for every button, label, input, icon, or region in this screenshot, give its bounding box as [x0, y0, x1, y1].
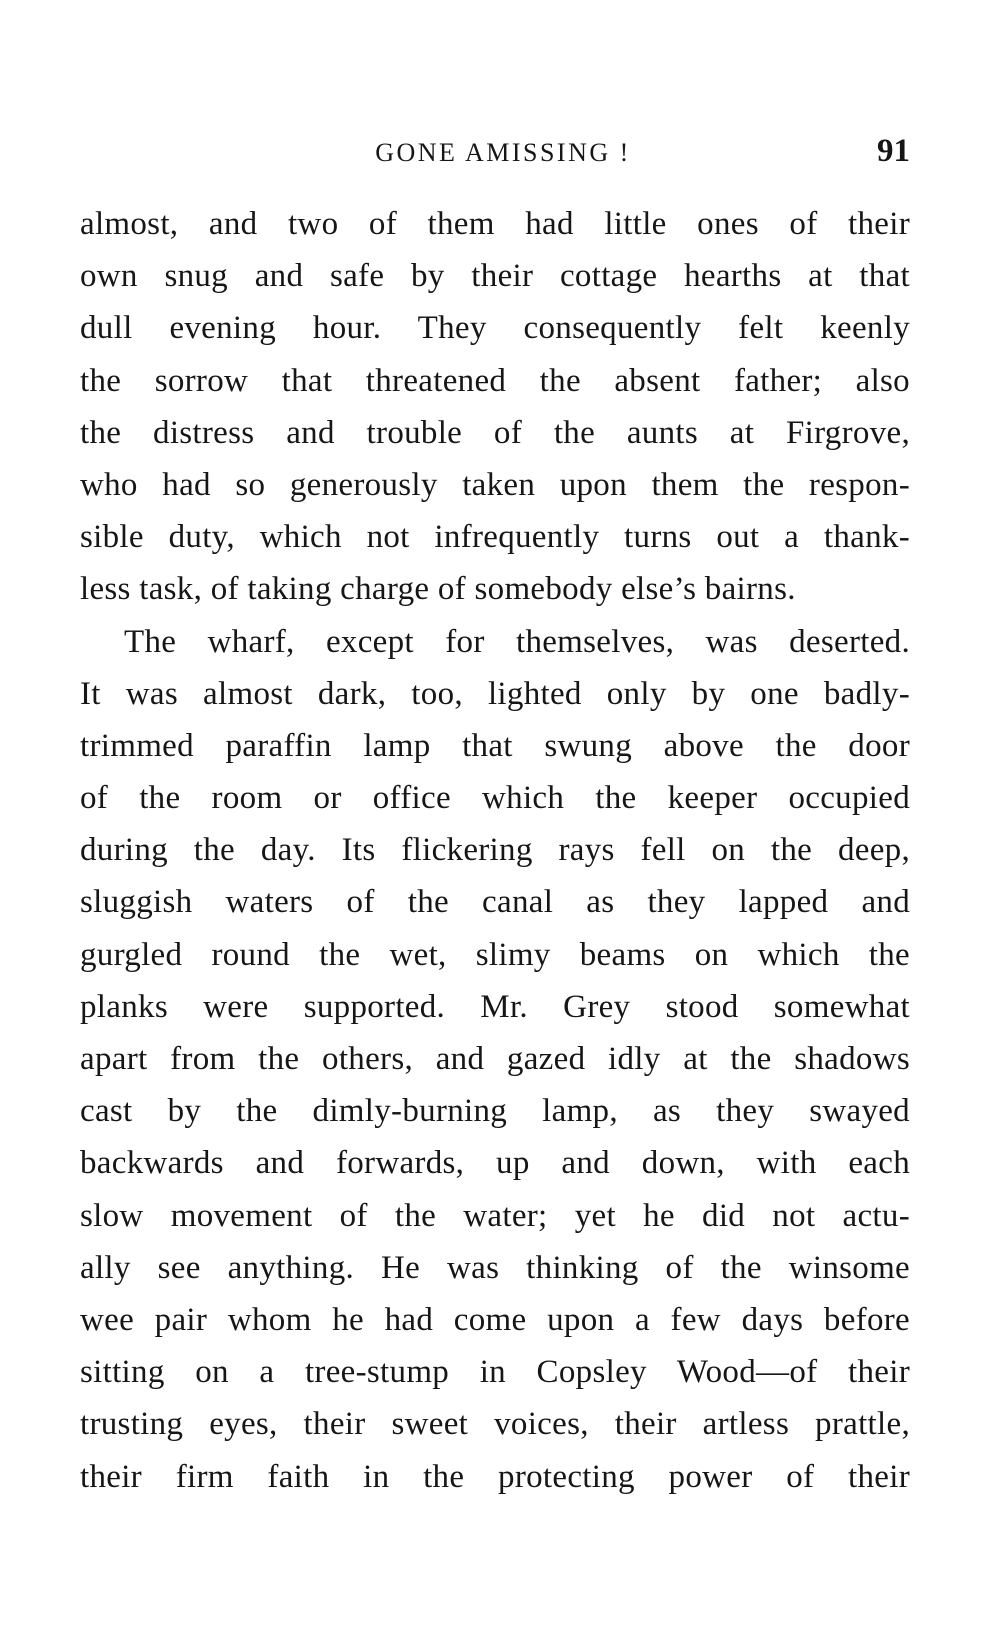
text-line: planks were supported. Mr. Grey stood somewhat [80, 988, 910, 1025]
text-line: the sorrow that threatened the absent father; also [80, 362, 910, 399]
text-line: their firm faith in the protecting power of their [80, 1458, 910, 1495]
text-line: It was almost dark, too, lighted only by one badly- [80, 675, 910, 712]
page-number: 91 [877, 133, 910, 169]
text-line: trimmed paraffin lamp that swung above the door [80, 727, 910, 764]
text-line: The wharf, except for themselves, was deserted. [124, 623, 910, 660]
text-line: the distress and trouble of the aunts at Firgrove, [80, 414, 910, 451]
body-text [80, 198, 910, 1503]
running-title: GONE AMISSING ! [375, 138, 631, 167]
text-line: who had so generously taken upon them the respon- [80, 466, 910, 503]
text-line: dull evening hour. They consequently felt keenly [80, 310, 910, 347]
text-line: almost, and two of them had little ones of their [80, 206, 910, 242]
text-line: sluggish waters of the canal as they lapped and [80, 884, 910, 921]
text-line: slow movement of the water; yet he did not actu- [80, 1197, 910, 1234]
text-line: cast by the dimly-burning lamp, as they swayed [80, 1093, 910, 1130]
text-line: ally see anything. He was thinking of the winsome [80, 1249, 910, 1286]
running-head [80, 132, 910, 172]
text-line: backwards and forwards, up and down, with each [80, 1145, 910, 1182]
text-line: of the room or office which the keeper occupied [80, 780, 910, 817]
text-line: gurgled round the wet, slimy beams on which the [80, 936, 910, 973]
text-line: own snug and safe by their cottage hearths at that [80, 258, 910, 295]
text-line: sible duty, which not infrequently turns out a thank- [80, 519, 910, 556]
text-line: during the day. Its flickering rays fell on the deep, [80, 832, 910, 869]
text-line: wee pair whom he had come upon a few days before [80, 1301, 910, 1338]
text-line: trusting eyes, their sweet voices, their artless prattle, [80, 1406, 910, 1443]
text-line: sitting on a tree-stump in Copsley Wood—of their [80, 1354, 910, 1391]
text-line: less task, of taking charge of somebody else’s bairns. [80, 571, 796, 608]
text-line: apart from the others, and gazed idly at the shadows [80, 1041, 910, 1077]
